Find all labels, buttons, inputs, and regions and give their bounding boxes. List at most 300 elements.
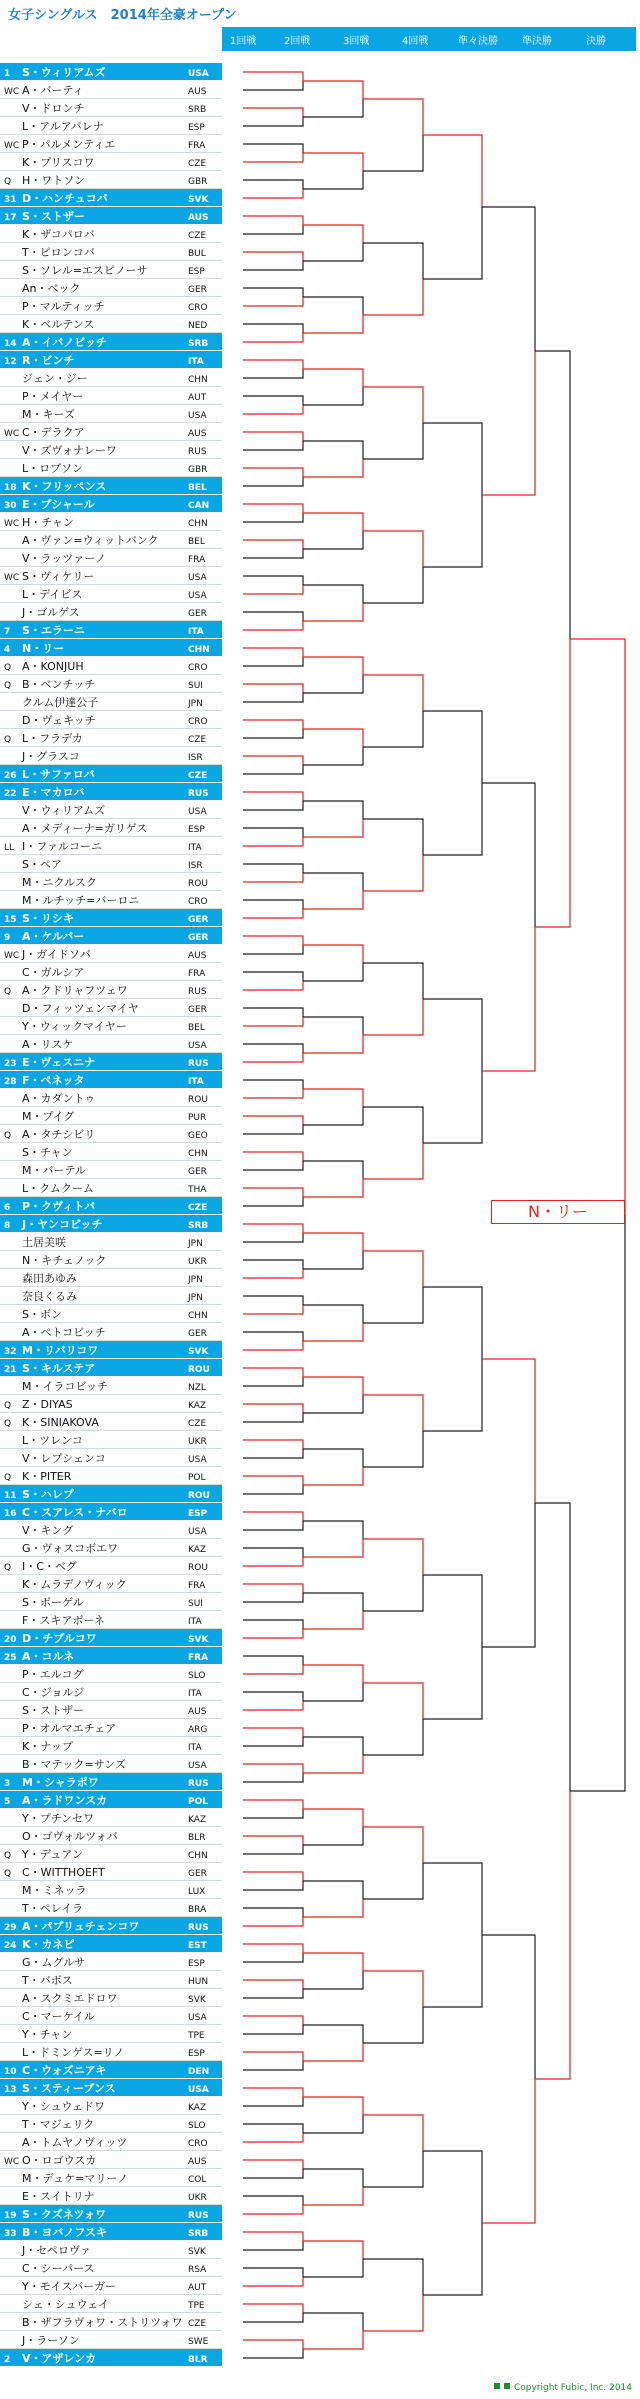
country-code: SLO (188, 1671, 206, 1681)
bracket-line (303, 1395, 363, 1413)
player-name: L・デイビス (22, 588, 83, 601)
bracket-line (243, 1233, 303, 1242)
player-name: I・ファルコーニ (22, 840, 103, 853)
player-name: C・シーパース (22, 2262, 95, 2275)
player-name: N・リー (22, 642, 65, 655)
country-code: SVK (188, 195, 209, 205)
bracket-line (243, 729, 303, 738)
bracket-line (243, 981, 303, 990)
country-code: GER (188, 285, 207, 295)
bracket-line (423, 1071, 482, 1143)
country-code: LUX (188, 1887, 206, 1897)
country-code: CZE (188, 771, 208, 781)
country-code: USA (188, 1455, 207, 1465)
bracket-line (243, 1152, 303, 1161)
bracket-line (303, 2259, 363, 2277)
country-code: FRA (188, 141, 206, 151)
player-name: A・トムヤノヴィッツ (22, 2136, 128, 2149)
bracket-line (243, 1548, 303, 1557)
country-code: CZE (188, 231, 207, 241)
country-code: CHN (188, 519, 208, 529)
bracket-line (243, 648, 303, 657)
entry-label: 1 (4, 69, 11, 79)
bracket-line (303, 1611, 363, 1629)
entry-label: 17 (4, 213, 17, 223)
player-name: S・キルステア (22, 1362, 96, 1375)
bracket-line (243, 369, 303, 378)
player-name: K・プリスコワ (22, 156, 95, 169)
square-icon (504, 2383, 510, 2389)
bracket-line (243, 261, 303, 270)
country-code: GER (188, 1869, 207, 1879)
bracket-line (363, 855, 423, 891)
country-code: ITA (188, 1617, 202, 1627)
bracket-line (363, 567, 423, 603)
player-name: C・スアレス・ナバロ (22, 1506, 128, 1519)
country-code: ISR (188, 861, 203, 871)
country-code: ITA (188, 843, 202, 853)
bracket-line (243, 1260, 303, 1269)
country-code: USA (188, 1527, 207, 1537)
bracket-line (303, 1521, 363, 1539)
bracket-line (363, 1143, 423, 1179)
bracket-line (303, 297, 363, 315)
player-name: S・エラーニ (22, 624, 85, 637)
country-code: AUS (188, 951, 207, 961)
bracket-line (243, 1377, 303, 1386)
bracket-line (482, 1935, 535, 2079)
bracket-line (243, 504, 303, 513)
bracket-line (243, 576, 303, 585)
player-name: K・ナップ (22, 1740, 73, 1753)
country-code: AUS (188, 2157, 207, 2167)
player-name: M・シャラポワ (22, 1776, 99, 1789)
country-code: ESP (188, 267, 205, 277)
country-code: SWE (188, 2337, 209, 2347)
bracket-line (243, 864, 303, 873)
bracket-line (303, 1971, 363, 1989)
country-code: ESP (188, 123, 205, 133)
entry-label: 7 (4, 627, 11, 637)
player-name: K・フリッペンス (22, 480, 107, 493)
bracket-line (243, 1737, 303, 1746)
player-name: S・ヴィケリー (22, 570, 95, 583)
country-code: POL (188, 1797, 208, 1807)
country-code: ROU (188, 1491, 210, 1501)
country-code: CHN (188, 1149, 208, 1159)
player-name: L・ツレンコ (22, 1434, 83, 1447)
country-code: SRB (188, 339, 209, 349)
country-code: SRB (188, 1221, 209, 1231)
bracket-line (243, 828, 303, 837)
bracket-line (303, 315, 363, 333)
bracket-line (363, 1827, 423, 1863)
bracket-line (243, 81, 303, 90)
player-name: M・ニクルスク (22, 876, 97, 889)
country-code: FRA (188, 555, 206, 565)
player-name: V・ラッツァーノ (22, 552, 106, 565)
bracket-line (243, 837, 303, 846)
entry-label: 30 (4, 501, 17, 511)
entry-label: Q (4, 1869, 12, 1879)
country-code: GBR (188, 177, 208, 187)
entry-label: 5 (4, 1797, 11, 1807)
bracket-line (243, 1836, 303, 1845)
bracket-line (482, 1359, 535, 1503)
country-code: KAZ (188, 1545, 207, 1555)
bracket-line (243, 1305, 303, 1314)
bracket-line (243, 1989, 303, 1998)
bracket-line (243, 216, 303, 225)
bracket-line (243, 1665, 303, 1674)
country-code: GBR (188, 465, 208, 475)
bracket-line (243, 1845, 303, 1854)
country-code: CHN (188, 375, 208, 385)
country-code: ITA (188, 1077, 204, 1087)
player-name: R・ビンチ (22, 354, 75, 367)
bracket-line (243, 756, 303, 765)
player-name: Y・チャン (22, 2028, 73, 2041)
bracket-line (303, 1179, 363, 1197)
bracket-line (243, 612, 303, 621)
country-code: ITA (188, 1743, 202, 1753)
country-code: JPN (188, 1293, 203, 1303)
player-name: V・ウィリアムズ (22, 804, 106, 817)
country-code: FRA (188, 1653, 209, 1663)
bracket-line (243, 621, 303, 630)
player-name: A・バーティ (22, 84, 84, 97)
country-code: CHN (188, 1311, 208, 1321)
player-name: E・ヴェスニナ (22, 1056, 96, 1069)
round-label-final: 決勝 (586, 36, 606, 47)
country-code: SRB (188, 105, 207, 115)
bracket-line (243, 72, 303, 81)
bracket-line (423, 1935, 482, 2007)
bracket-line (243, 144, 303, 153)
bracket-line (303, 891, 363, 909)
country-code: RUS (188, 789, 209, 799)
country-code: USA (188, 591, 207, 601)
bracket-line (243, 477, 303, 486)
bracket-line (363, 1539, 423, 1575)
bracket-line (243, 1404, 303, 1413)
country-code: AUS (188, 87, 207, 97)
bracket-line (303, 441, 363, 459)
bracket-line (303, 675, 363, 693)
bracket-line (303, 657, 363, 675)
bracket-line (363, 387, 423, 423)
bracket-line (303, 585, 363, 603)
bracket-line (303, 603, 363, 621)
bracket-line (243, 792, 303, 801)
player-name: A・カダントゥ (22, 1092, 96, 1105)
player-name: Y・プチンセワ (22, 1812, 95, 1825)
bracket-line (303, 1035, 363, 1053)
country-code: UKR (188, 1437, 207, 1447)
player-name: B・ベンチッチ (22, 678, 96, 691)
bracket-line (363, 1431, 423, 1467)
player-name: P・メイヤー (22, 390, 84, 403)
country-code: RUS (188, 1059, 209, 1069)
bracket-line (243, 2061, 303, 2070)
bracket-line (303, 1539, 363, 1557)
bracket-line (303, 1683, 363, 1701)
country-code: ESP (188, 825, 205, 835)
bracket-line (303, 2169, 363, 2187)
entry-label: 23 (4, 1059, 17, 1069)
bracket-line (243, 1980, 303, 1989)
bracket-line (243, 333, 303, 342)
entry-label: 12 (4, 357, 17, 367)
country-code: ITA (188, 357, 204, 367)
country-code: BEL (188, 1023, 205, 1033)
bracket-line (243, 585, 303, 594)
entry-label: WC (4, 573, 20, 583)
copyright-text: Copyright Fubic, Inc. 2014 (513, 2383, 632, 2393)
bracket-line (243, 1080, 303, 1089)
bracket-line (303, 873, 363, 891)
country-code: USA (188, 2013, 207, 2023)
bracket-line (570, 1215, 625, 1791)
country-code: POL (188, 1473, 206, 1483)
country-code: AUS (188, 213, 209, 223)
bracket-line (303, 1449, 363, 1467)
round-label-qf: 準々決勝 (458, 36, 498, 47)
bracket-line (363, 1251, 423, 1287)
country-code: ROU (188, 1563, 208, 1573)
bracket-line (243, 1764, 303, 1773)
country-code: AUS (188, 1707, 207, 1717)
round-label-r2: 2回戦 (284, 36, 311, 47)
country-code: FRA (188, 969, 206, 979)
player-name: M・キーズ (22, 408, 75, 421)
country-code: SVK (188, 1635, 209, 1645)
copyright-notice (494, 2383, 632, 2393)
bracket-line (243, 2088, 303, 2097)
bracket-line (243, 1872, 303, 1881)
player-name: Y・デュアン (22, 1848, 83, 1861)
player-name: A・パブリュチェンコワ (22, 1920, 140, 1933)
bracket-line (303, 1089, 363, 1107)
player-name: A・メディーナ=ガリゲス (22, 822, 148, 835)
bracket-line (363, 1287, 423, 1323)
bracket-line (243, 1620, 303, 1629)
player-name: K・PITER (22, 1470, 72, 1483)
player-name: J・グラスコ (22, 750, 80, 763)
country-code: CRO (188, 303, 208, 313)
country-code: CRO (188, 717, 208, 727)
bracket-line (243, 1296, 303, 1305)
player-name: T・マジェリク (22, 2118, 95, 2131)
bracket-line (243, 2160, 303, 2169)
country-code: USA (188, 69, 209, 79)
bracket-line (303, 1899, 363, 1917)
country-code: DEN (188, 2067, 210, 2077)
bracket-line (243, 432, 303, 441)
bracket-line (243, 1413, 303, 1422)
bracket-line (243, 2241, 303, 2250)
player-name: T・ピロンコバ (22, 246, 95, 259)
bracket-line (423, 495, 482, 567)
country-code: SRB (188, 2229, 209, 2239)
bracket-line (243, 1881, 303, 1890)
round-label-r1: 1回戦 (230, 36, 257, 47)
player-name: S・チャン (22, 1146, 73, 1159)
bracket-line (243, 2313, 303, 2322)
player-name: T・バボス (22, 1974, 73, 1987)
player-name: Y・シュウェドワ (22, 2100, 106, 2113)
bracket-line (243, 909, 303, 918)
bracket-line (303, 963, 363, 981)
player-name: D・ハンチュコバ (22, 192, 108, 205)
player-name: K・ベルテンス (22, 318, 95, 331)
bracket-line (363, 999, 423, 1035)
bracket-line (363, 1395, 423, 1431)
bracket-line (423, 135, 482, 207)
player-name: M・バーテル (22, 1164, 86, 1177)
player-name: S・リシキ (22, 912, 74, 925)
country-code: RUS (188, 447, 207, 457)
country-code: NZL (188, 1383, 206, 1393)
player-name: Y・ウィックマイヤー (22, 1020, 127, 1033)
bracket-line (363, 1107, 423, 1143)
entry-label: 33 (4, 2229, 17, 2239)
player-name: J・ゴルゲス (22, 606, 80, 619)
country-code: FRA (188, 1581, 206, 1591)
country-code: AUT (188, 2283, 207, 2293)
player-name: V・アザレンカ (22, 2352, 97, 2365)
bracket-line (303, 81, 363, 99)
bracket-line (303, 1377, 363, 1395)
country-code: USA (188, 2085, 209, 2095)
bracket-line (243, 945, 303, 954)
entry-label: 9 (4, 933, 11, 943)
country-code: SUI (188, 681, 203, 691)
player-name: E・スイトリナ (22, 2190, 95, 2203)
entry-label: 28 (4, 1077, 17, 1087)
bracket-line (363, 1719, 423, 1755)
player-name: V・ズヴォナレーワ (22, 444, 117, 457)
country-code: THA (188, 1185, 207, 1195)
entry-label: Q (4, 1563, 12, 1573)
bracket-line (482, 207, 535, 351)
bracket-line (243, 297, 303, 306)
country-code: CZE (188, 1419, 207, 1429)
bracket-line (243, 1449, 303, 1458)
bracket-line (363, 1971, 423, 2007)
bracket-line (243, 360, 303, 369)
bracket-line (363, 711, 423, 747)
player-name: K・SINIAKOVA (22, 1416, 99, 1429)
bracket-line (303, 747, 363, 765)
player-name: A・KONJUH (22, 660, 84, 673)
player-name: B・ザフラヴォワ・ストリツォワ (22, 2316, 183, 2329)
bracket-line (363, 2007, 423, 2043)
player-name: K・ザコパロバ (22, 228, 95, 241)
bracket-line (363, 2151, 423, 2187)
country-code: ISR (188, 753, 203, 763)
round-label-r4: 4回戦 (402, 36, 429, 47)
entry-label: 13 (4, 2085, 17, 2095)
country-code: GER (188, 1329, 207, 1339)
player-name: D・ヴェキッチ (22, 714, 96, 727)
bracket-line (243, 1089, 303, 1098)
player-name: B・ヨバノフスキ (22, 2226, 107, 2239)
country-code: GER (188, 1167, 207, 1177)
country-code: CZE (188, 735, 207, 745)
bracket-line (243, 1269, 303, 1278)
bracket-line (243, 2232, 303, 2241)
bracket-line (243, 153, 303, 162)
player-name: A・ペトコビッチ (22, 1326, 106, 1339)
bracket-line (363, 1863, 423, 1899)
entry-label: Q (4, 1419, 12, 1429)
bracket-line (482, 927, 535, 1071)
bracket-line (243, 189, 303, 198)
country-code: BUL (188, 249, 206, 259)
player-name: V・キング (22, 1524, 74, 1537)
bracket-line (243, 1773, 303, 1782)
player-name: S・ソレル=エスピノーサ (22, 264, 148, 277)
bracket-line (482, 351, 535, 495)
bracket-line (303, 459, 363, 477)
bracket-line (303, 1755, 363, 1773)
bracket-line (303, 153, 363, 171)
player-name: G・ムグルサ (22, 1956, 86, 1969)
player-name: D・フィッツェンマイヤ (22, 1002, 139, 1015)
entry-label: 10 (4, 2067, 17, 2077)
entry-label: 14 (4, 339, 17, 349)
player-name: M・デュケ=マリーノ (22, 2172, 129, 2185)
bracket-line (243, 900, 303, 909)
entry-label: Q (4, 1851, 12, 1861)
entry-label: 31 (4, 195, 17, 205)
country-code: SVK (188, 2247, 206, 2257)
player-name: V・ドロンチ (22, 102, 85, 115)
bracket-line (243, 2097, 303, 2106)
country-code: ROU (188, 879, 208, 889)
player-name: S・クズネツォワ (22, 2208, 107, 2221)
player-name: C・デラクア (22, 426, 85, 439)
player-name: A・スクミエドロワ (22, 1992, 118, 2005)
bracket-line (243, 1008, 303, 1017)
player-name: I・C・ベグ (22, 1560, 77, 1573)
entry-label: Q (4, 663, 12, 673)
country-code: RUS (188, 1923, 209, 1933)
bracket-line (243, 1692, 303, 1701)
entry-label: Q (4, 987, 12, 997)
bracket-line (243, 1044, 303, 1053)
bracket-line (243, 117, 303, 126)
player-name: S・ストザー (22, 210, 85, 223)
country-code: ARG (188, 1725, 208, 1735)
player-name: S・ウィリアムズ (22, 66, 106, 79)
entry-label: 18 (4, 483, 17, 493)
bracket-line (243, 1053, 303, 1062)
player-name: H・ワトソン (22, 174, 86, 187)
bracket-line (243, 1368, 303, 1377)
bracket-line (303, 1737, 363, 1755)
bracket-line (243, 405, 303, 414)
bracket-line (243, 1701, 303, 1710)
bracket-line (303, 2097, 363, 2115)
bracket-line (243, 1629, 303, 1638)
country-code: CRO (188, 897, 208, 907)
country-code: RUS (188, 2211, 209, 2221)
country-code: SLO (188, 2121, 206, 2131)
bracket-line (243, 765, 303, 774)
country-code: RUS (188, 987, 207, 997)
